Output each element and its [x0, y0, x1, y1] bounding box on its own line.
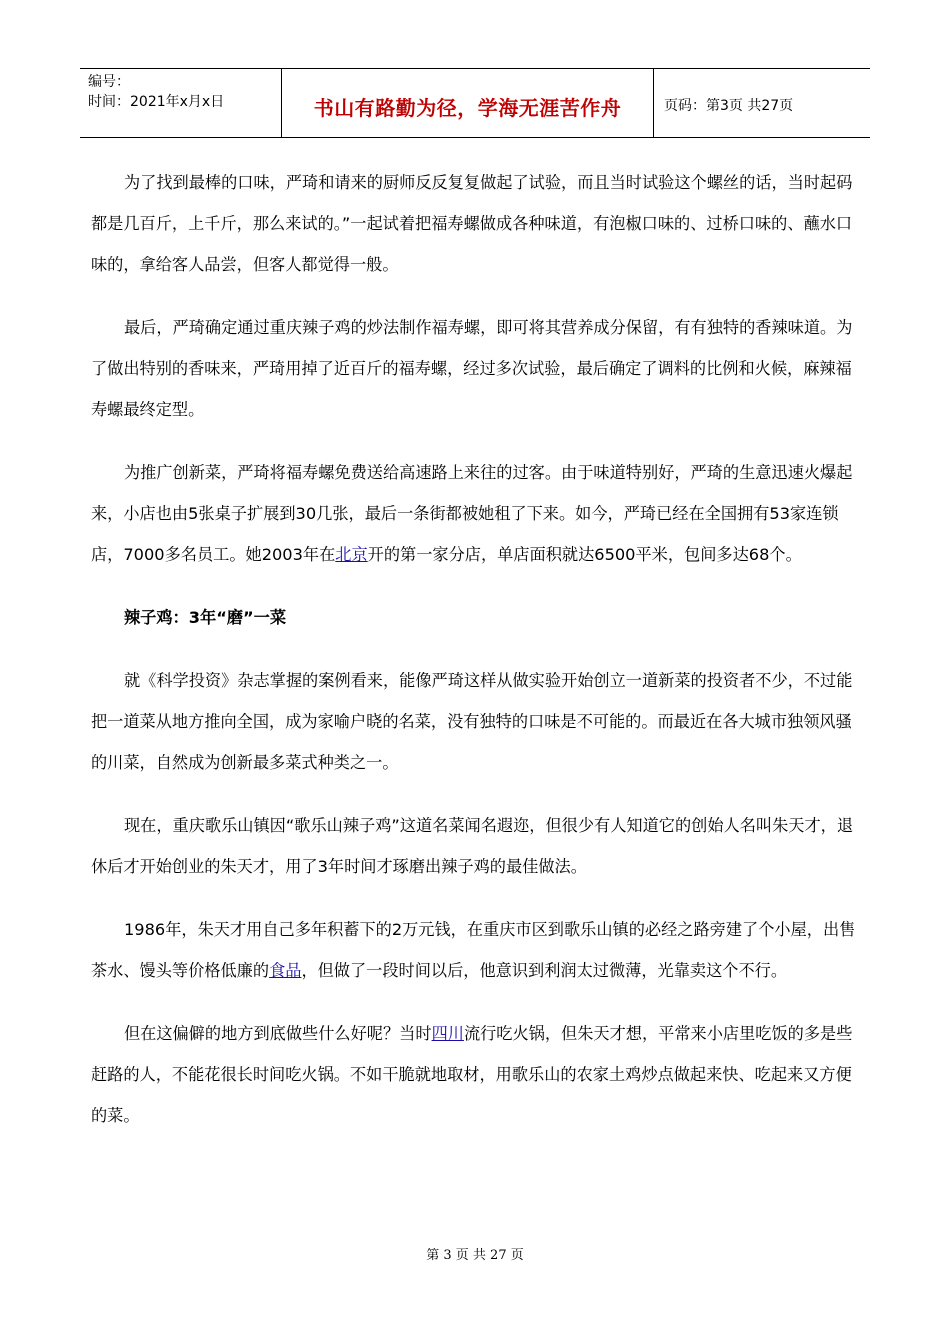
paragraph-7	[91, 1013, 861, 1136]
link-food[interactable]: 食品	[269, 961, 302, 980]
paragraph-3-text-b: 开的第一家分店，单店面积就达6500平米，包间多达68个。	[367, 545, 802, 564]
document-number-label: 编号：	[88, 74, 130, 90]
paragraph-6-text-a: 1986年，朱天才用自己多年积蓄下的2万元钱，在重庆市区到歌乐山镇的必经之路旁建了个小屋，出售茶水、馒头等价格低廉的	[91, 920, 856, 980]
header-page-info: 页码：第3页 共27页	[664, 98, 794, 114]
paragraph-4: 就《科学投资》杂志掌握的案例看来，能像严琦这样从做实验开始创立一道新菜的投资者不少，不过能把一道菜从地方推向全国，成为家喻户晓的名菜，没有独特的口味是不可能的。而最近在各大城市独领风骚的川菜，自然成为创新最多菜式种类之一。	[91, 671, 853, 772]
paragraph-3	[91, 452, 861, 575]
page-header	[80, 68, 870, 138]
paragraph-7-text-a: 但在这偏僻的地方到底做些什么好呢？当时	[124, 1024, 432, 1043]
paragraph-6	[91, 909, 861, 991]
article-body	[91, 162, 861, 1136]
header-motto: 书山有路勤为径，学海无涯苦作舟	[282, 69, 654, 137]
paragraph-5: 现在，重庆歌乐山镇因“歌乐山辣子鸡”这道名菜闻名遐迩，但很少有人知道它的创始人名叫朱天才，退休后才开始创业的朱天才，用了3年时间才琢磨出辣子鸡的最佳做法。	[91, 816, 854, 876]
paragraph-1: 为了找到最棒的口味，严琦和请来的厨师反反复复做起了试验，而且当时试验这个螺丝的话，当时起码都是几百斤，上千斤，那么来试的。”一起试着把福寿螺做成各种味道，有泡椒口味的、过桥口味的、蘸水口味的，拿给客人品尝，但客人都觉得一般。	[91, 173, 853, 274]
paragraph-7-text-b: 流行吃火锅，但朱天才想，平常来小店里吃饭的多是些赶路的人，不能花很长时间吃火锅。不如干脆就地取材，用歌乐山的农家土鸡炒点做起来快、吃起来又方便的菜。	[91, 1024, 853, 1125]
section-heading: 辣子鸡：3年“磨”一菜	[124, 608, 287, 627]
paragraph-6-text-b: ，但做了一段时间以后，他意识到利润太过微薄，光靠卖这个不行。	[301, 961, 788, 980]
page-footer: 第 3 页 共 27 页	[426, 1248, 524, 1263]
paragraph-3-text-a: 为推广创新菜，严琦将福寿螺免费送给高速路上来往的过客。由于味道特别好，严琦的生意迅速火爆起来，小店也由5张桌子扩展到30几张，最后一条街都被她租了下来。如今，严琦已经在全国拥有53家连锁店，7000多名员工。她2003年在	[91, 463, 853, 564]
link-sichuan[interactable]: 四川	[431, 1024, 464, 1043]
header-meta	[80, 69, 282, 137]
document-date: 时间：2021年x月x日	[88, 94, 225, 110]
link-beijing[interactable]: 北京	[335, 545, 368, 564]
paragraph-2: 最后，严琦确定通过重庆辣子鸡的炒法制作福寿螺，即可将其营养成分保留，有有独特的香辣味道。为了做出特别的香味来，严琦用掉了近百斤的福寿螺，经过多次试验，最后确定了调料的比例和火候，麻辣福寿螺最终定型。	[91, 318, 853, 419]
